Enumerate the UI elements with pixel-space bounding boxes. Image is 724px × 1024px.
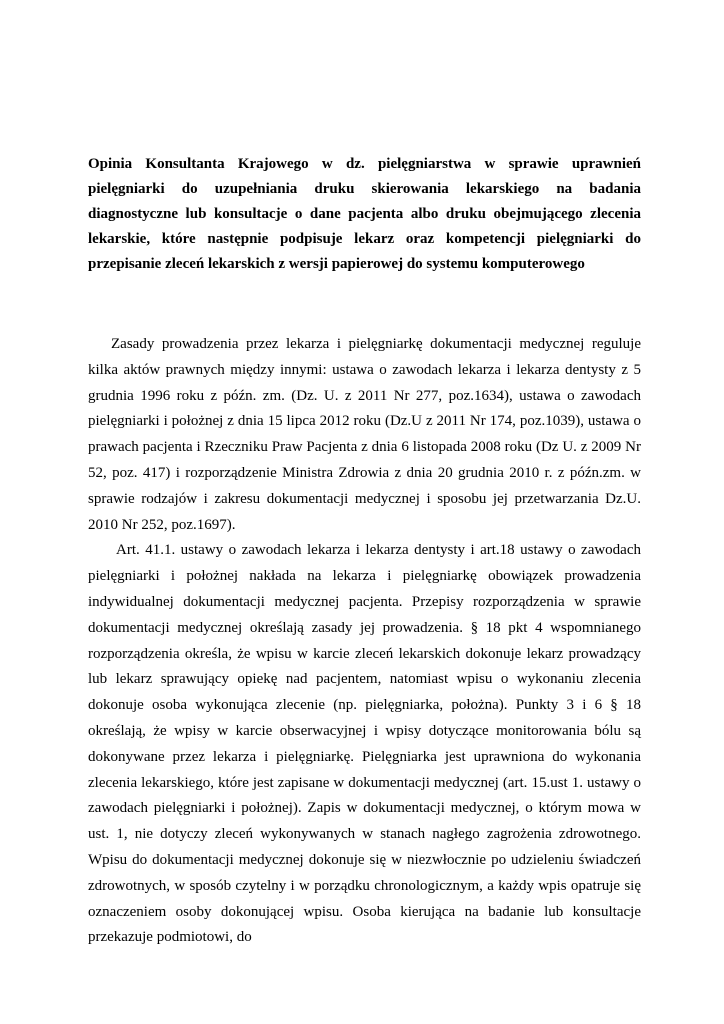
- body-paragraph-2: Art. 41.1. ustawy o zawodach lekarza i lekarza dentysty i art.18 ustawy o zawodach pielęgniarki i położnej nakłada na lekarza i pielęgniarkę obowiązek prowadzenia indywidualnej dokumentacji medycznej pacjenta. Przepisy rozporządzenia w sprawie dokumentacji medycznej określają zasady jej prowadzenia. § 18 pkt 4 wspomnianego rozporządzenia określa, że wpisu w karcie zleceń lekarskich dokonuje lekarz prowadzący lub lekarz sprawujący opiekę nad pacjentem, natomiast wpisu o wykonaniu zlecenia dokonuje osoba wykonująca zlecenie (np. pielęgniarka, położna). Punkty 3 i 6 § 18 określają, że wpisy w karcie obserwacyjnej i wpisy dotyczące monitorowania bólu są dokonywane przez lekarza i pielęgniarkę. Pielęgniarka jest uprawniona do wykonania zlecenia lekarskiego, które jest zapisane w dokumentacji medycznej (art. 15.ust 1. ustawy o zawodach pielęgniarki i położnej). Zapis w dokumentacji medycznej, o którym mowa w ust. 1, nie dotyczy zleceń wykonywanych w stanach nagłego zagrożenia zdrowotnego. Wpisu do dokumentacji medycznej dokonuje się w niezwłocznie po udzieleniu świadczeń zdrowotnych, w sposób czytelny i w porządku chronologicznym, a każdy wpis opatruje się oznaczeniem osoby dokonującej wpisu. Osoba kierująca na badanie lub konsultacje przekazuje podmiotowi, do: [88, 542, 641, 946]
- body-paragraph-1: Zasady prowadzenia przez lekarza i pielęgniarkę dokumentacji medycznej reguluje kilka aktów prawnych między innymi: ustawa o zawodach lekarza i lekarza dentysty z 5 grudnia 1996 roku z późn. zm. (Dz. U. z 2011 Nr 277, poz.1634), ustawa o zawodach pielęgniarki i położnej z dnia 15 lipca 2012 roku (Dz.U z 2011 Nr 174, poz.1039), ustawa o prawach pacjenta i Rzeczniku Praw Pacjenta z dnia 6 listopada 2008 roku (Dz U. z 2009 Nr 52, poz. 417) i rozporządzenie Ministra Zdrowia z dnia 20 grudnia 2010 r. z późn.zm. w sprawie rodzajów i zakresu dokumentacji medycznej i sposobu jej przetwarzania Dz.U. 2010 Nr 252, poz.1697).: [88, 336, 641, 533]
- document-page: [88, 152, 641, 951]
- document-title: Opinia Konsultanta Krajowego w dz. pielęgniarstwa w sprawie uprawnień pielęgniarki do uzupełniania druku skierowania lekarskiego na badania diagnostyczne lub konsultacje o dane pacjenta albo druku obejmującego zlecenia lekarskie, które następnie podpisuje lekarz oraz kompetencji pielęgniarki do przepisanie zleceń lekarskich z wersji papierowej do systemu komputerowego: [88, 156, 641, 272]
